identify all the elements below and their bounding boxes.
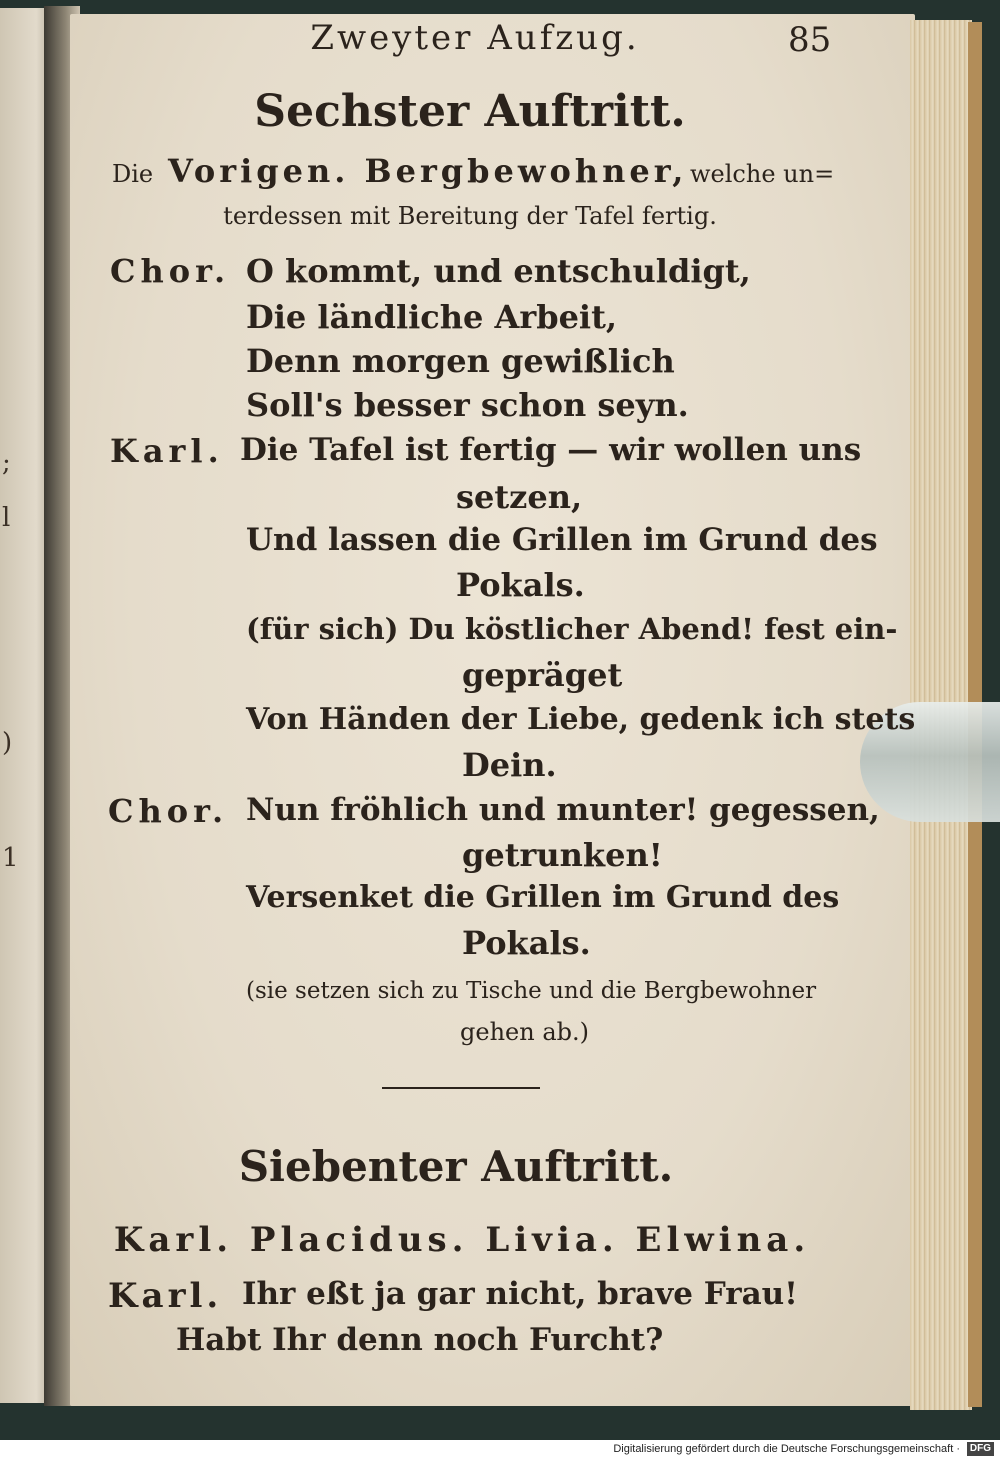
stage-direction: terdessen mit Bereitung der Tafel fertig. [223, 202, 717, 230]
verse-line: gepräget [462, 656, 623, 694]
verse-line: Denn morgen gewißlich [246, 342, 675, 380]
speaker-label: Chor. [110, 252, 231, 290]
left-page-fragment: ; [2, 448, 11, 478]
verse-line: Die ländliche Arbeit, [246, 298, 617, 336]
stage-direction: gehen ab.) [460, 1018, 589, 1046]
verse-line: Versenket die Grillen im Grund des [246, 880, 840, 915]
scene-heading: Sechster Auftritt. [254, 86, 686, 137]
speaker-label: Karl. [108, 1276, 223, 1316]
cast-list: Karl. Placidus. Livia. Elwina. [113, 1220, 811, 1260]
speaker-label: Karl. [110, 432, 224, 470]
left-page-fragment: ) [2, 728, 13, 758]
running-title: Zweyter Aufzug. [310, 18, 640, 58]
verse-line: (für sich) Du köstlicher Abend! fest ein- [246, 612, 898, 646]
verse-line: Soll's besser schon seyn. [246, 386, 689, 424]
verse-line: Ihr eßt ja gar nicht, brave Frau! [242, 1276, 798, 1312]
left-page-fragment: 1 [2, 843, 19, 873]
cast-names: Vorigen. Bergbewohner, [168, 152, 688, 190]
cast-prefix: Die [112, 160, 154, 188]
verse-line: Pokals. [462, 924, 591, 962]
verse-line: Pokals. [456, 566, 585, 604]
verse-line: Dein. [462, 746, 557, 784]
stage-direction: (sie setzen sich zu Tische und die Bergbewohner [246, 978, 817, 1004]
scene-heading: Siebenter Auftritt. [238, 1142, 674, 1191]
page-number: 85 [788, 20, 832, 60]
footer-credit: Digitalisierung gefördert durch die Deutsche Forschungsgemeinschaft · [613, 1443, 960, 1455]
section-divider [382, 1087, 540, 1089]
verse-line: Und lassen die Grillen im Grund des [246, 522, 878, 558]
left-page-fragment: l [2, 503, 11, 533]
verse-line: getrunken! [462, 836, 663, 874]
verse-line: Nun fröhlich und munter! gegessen, [246, 792, 880, 828]
verse-line: Von Händen der Liebe, gedenk ich stets [246, 702, 916, 737]
speaker-label: Chor. [108, 792, 229, 830]
verse-line: setzen, [456, 478, 583, 516]
dfg-logo: DFG [967, 1442, 994, 1456]
cast-suffix: welche un= [690, 160, 835, 188]
verse-line: O kommt, und entschuldigt, [246, 252, 751, 290]
verse-line: Die Tafel ist fertig — wir wollen uns [240, 432, 862, 468]
digitization-footer [0, 1440, 1000, 1458]
verse-line: Habt Ihr denn noch Furcht? [176, 1322, 664, 1358]
